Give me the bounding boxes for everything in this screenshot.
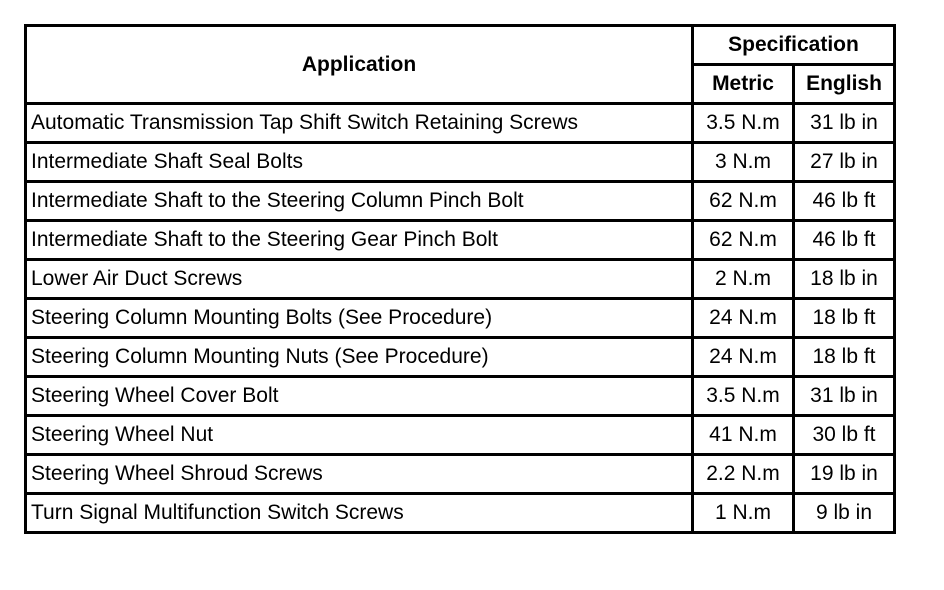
english-cell: 18 lb in	[794, 260, 895, 299]
application-cell: Steering Wheel Shroud Screws	[26, 455, 693, 494]
application-cell: Intermediate Shaft Seal Bolts	[26, 143, 693, 182]
metric-cell: 3.5 N.m	[693, 104, 794, 143]
table-row	[26, 416, 895, 455]
metric-header: Metric	[693, 65, 794, 104]
application-cell: Lower Air Duct Screws	[26, 260, 693, 299]
metric-cell: 24 N.m	[693, 338, 794, 377]
application-cell: Intermediate Shaft to the Steering Column Pinch Bolt	[26, 182, 693, 221]
application-cell: Steering Column Mounting Nuts (See Procedure)	[26, 338, 693, 377]
english-cell: 18 lb ft	[794, 299, 895, 338]
metric-cell: 62 N.m	[693, 221, 794, 260]
english-cell: 46 lb ft	[794, 221, 895, 260]
table-row	[26, 104, 895, 143]
application-cell: Automatic Transmission Tap Shift Switch Retaining Screws	[26, 104, 693, 143]
metric-cell: 3.5 N.m	[693, 377, 794, 416]
application-cell: Steering Wheel Nut	[26, 416, 693, 455]
english-cell: 19 lb in	[794, 455, 895, 494]
english-cell: 31 lb in	[794, 377, 895, 416]
table-row	[26, 338, 895, 377]
metric-cell: 2.2 N.m	[693, 455, 794, 494]
table-row	[26, 455, 895, 494]
metric-cell: 41 N.m	[693, 416, 794, 455]
torque-specification-table	[24, 24, 896, 534]
table-row	[26, 299, 895, 338]
english-cell: 9 lb in	[794, 494, 895, 533]
english-cell: 27 lb in	[794, 143, 895, 182]
application-header: Application	[26, 26, 693, 104]
metric-cell: 24 N.m	[693, 299, 794, 338]
metric-cell: 1 N.m	[693, 494, 794, 533]
table-row	[26, 143, 895, 182]
english-cell: 46 lb ft	[794, 182, 895, 221]
header-row	[26, 26, 895, 65]
metric-cell: 62 N.m	[693, 182, 794, 221]
table-row	[26, 377, 895, 416]
english-cell: 31 lb in	[794, 104, 895, 143]
metric-cell: 3 N.m	[693, 143, 794, 182]
english-cell: 18 lb ft	[794, 338, 895, 377]
metric-cell: 2 N.m	[693, 260, 794, 299]
application-cell: Intermediate Shaft to the Steering Gear Pinch Bolt	[26, 221, 693, 260]
specification-header: Specification	[693, 26, 895, 65]
english-cell: 30 lb ft	[794, 416, 895, 455]
table-row	[26, 182, 895, 221]
application-cell: Steering Column Mounting Bolts (See Procedure)	[26, 299, 693, 338]
english-header: English	[794, 65, 895, 104]
application-cell: Steering Wheel Cover Bolt	[26, 377, 693, 416]
table-row	[26, 494, 895, 533]
application-cell: Turn Signal Multifunction Switch Screws	[26, 494, 693, 533]
table-row	[26, 221, 895, 260]
table-row	[26, 260, 895, 299]
